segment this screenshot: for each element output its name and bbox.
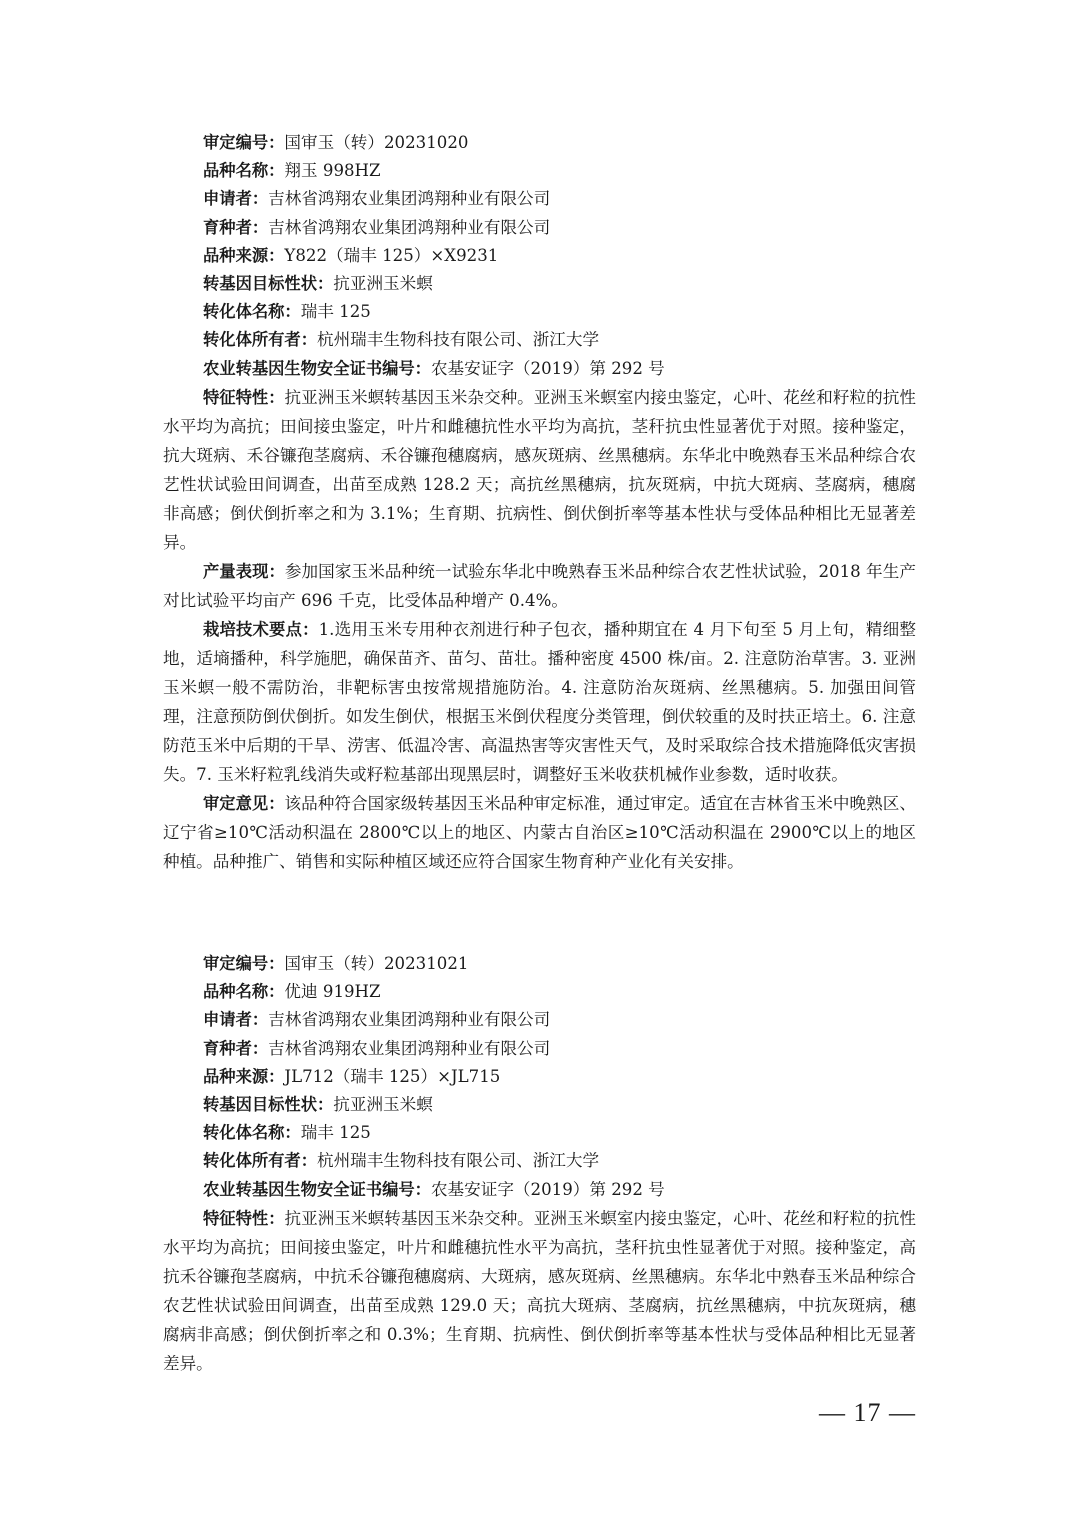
certificate-line bbox=[163, 1176, 916, 1204]
field-label: 审定意见： bbox=[203, 793, 285, 813]
origin-line bbox=[163, 242, 916, 270]
field-value: 吉林省鸿翔农业集团鸿翔种业有限公司 bbox=[268, 1010, 551, 1030]
traits-paragraph bbox=[163, 1204, 916, 1378]
breeder-line bbox=[163, 214, 916, 242]
cultivation-paragraph bbox=[163, 615, 916, 789]
field-label: 品种来源： bbox=[203, 1066, 285, 1086]
field-label: 申请者： bbox=[203, 189, 269, 209]
event-owner-line bbox=[163, 1147, 916, 1175]
variety-name-line bbox=[163, 978, 916, 1006]
variety-name-line bbox=[163, 157, 916, 185]
field-value: 国审玉（转）20231021 bbox=[284, 954, 469, 973]
field-value: JL712（瑞丰 125）×JL715 bbox=[284, 1066, 501, 1086]
field-label: 转基因目标性状： bbox=[203, 1095, 334, 1115]
field-value: 杭州瑞丰生物科技有限公司、浙江大学 bbox=[316, 1151, 600, 1171]
field-value: 农基安证字（2019）第 292 号 bbox=[430, 358, 665, 378]
event-owner-line bbox=[163, 326, 916, 354]
field-value: 抗亚洲玉米螟转基因玉米杂交种。亚洲玉米螟室内接虫鉴定，心叶、花丝和籽粒的抗性水平均为高抗；田间接虫鉴定，叶片和雌穗抗性水平为高抗，茎秆抗虫性显著优于对照。接种鉴定，高抗禾谷镰孢茎腐病，中抗禾谷镰孢穗腐病、大斑病，感灰斑病、丝黑穗病。东华北中熟春玉米品种综合农艺性状试验田间调查，出苗至成熟 129.0 天；高抗大斑病、茎腐病，抗丝黑穗病，中抗灰斑病，穗腐病非高感；倒伏倒折率之和 0.3%；生育期、抗病性、倒伏倒折率等基本性状与受体品种相比无显著差异。 bbox=[163, 1208, 916, 1373]
field-value: 国审玉（转）20231020 bbox=[284, 133, 469, 152]
field-label: 育种者： bbox=[203, 217, 269, 237]
field-label: 产量表现： bbox=[203, 561, 285, 581]
field-value: 抗亚洲玉米螟转基因玉米杂交种。亚洲玉米螟室内接虫鉴定，心叶、花丝和籽粒的抗性水平均为高抗；田间接虫鉴定，叶片和雌穗抗性水平均为高抗，茎秆抗虫性显著优于对照。接种鉴定，抗大斑病、禾谷镰孢茎腐病、禾谷镰孢穗腐病，感灰斑病、丝黑穗病。东华北中晚熟春玉米品种综合农艺性状试验田间调查，出苗至成熟 128.2 天；高抗丝黑穗病，抗灰斑病，中抗大斑病、茎腐病，穗腐非高感；倒伏倒折率之和为 3.1%；生育期、抗病性、倒伏倒折率等基本性状与受体品种相比无显著差异。 bbox=[163, 387, 916, 552]
traits-paragraph bbox=[163, 383, 916, 557]
field-label: 审定编号： bbox=[203, 954, 285, 973]
field-label: 申请者： bbox=[203, 1010, 269, 1030]
field-label: 转化体名称： bbox=[203, 1123, 301, 1143]
breeder-line bbox=[163, 1035, 916, 1063]
approval-number-line bbox=[163, 950, 916, 978]
target-trait-line bbox=[163, 1091, 916, 1119]
field-label: 栽培技术要点： bbox=[203, 619, 319, 639]
field-value: 翔玉 998HZ bbox=[284, 161, 381, 181]
field-value: 该品种符合国家级转基因玉米品种审定标准，通过审定。适宜在吉林省玉米中晚熟区、辽宁省≥10℃活动积温在 2800℃以上的地区、内蒙古自治区≥10℃活动积温在 2900℃以上的地区种植。品种推广、销售和实际种植区域还应符合国家生物育种产业化有关安排。 bbox=[163, 793, 916, 871]
field-label: 品种来源： bbox=[203, 245, 285, 265]
field-label: 农业转基因生物安全证书编号： bbox=[203, 358, 431, 378]
approval-number-line bbox=[163, 129, 916, 157]
field-label: 品种名称： bbox=[203, 982, 285, 1002]
field-value: 参加国家玉米品种统一试验东华北中晚熟春玉米品种综合农艺性状试验，2018 年生产对比试验平均亩产 696 千克，比受体品种增产 0.4%。 bbox=[163, 561, 916, 610]
field-label: 特征特性： bbox=[203, 1208, 285, 1228]
applicant-line bbox=[163, 185, 916, 213]
field-value: 瑞丰 125 bbox=[300, 1123, 371, 1143]
applicant-line bbox=[163, 1006, 916, 1034]
field-label: 农业转基因生物安全证书编号： bbox=[203, 1179, 431, 1199]
field-value: 优迪 919HZ bbox=[284, 982, 381, 1002]
field-label: 特征特性： bbox=[203, 387, 285, 407]
variety-entry-1 bbox=[163, 129, 916, 876]
field-label: 转化体名称： bbox=[203, 302, 301, 322]
event-name-line bbox=[163, 1119, 916, 1147]
field-label: 转化体所有者： bbox=[203, 1151, 317, 1171]
field-label: 品种名称： bbox=[203, 161, 285, 181]
field-label: 审定编号： bbox=[203, 133, 285, 152]
target-trait-line bbox=[163, 270, 916, 298]
field-value: 1.选用玉米专用种衣剂进行种子包衣，播种期宜在 4 月下旬至 5 月上旬，精细整地，适墒播种，科学施肥，确保苗齐、苗匀、苗壮。播种密度 4500 株/亩。2. 注意防治草害。3. 亚洲玉米螟一般不需防治，非靶标害虫按常规措施防治。4. 注意防治灰斑病、丝黑穗病。5. 加强田间管理，注意预防倒伏倒折。如发生倒伏，根据玉米倒伏程度分类管理，倒伏较重的及时扶正培土。6. 注意防范玉米中后期的干旱、涝害、低温冷害、高温热害等灾害性天气，及时采取综合技术措施降低灾害损失。7. 玉米籽粒乳线消失或籽粒基部出现黑层时，调整好玉米收获机械作业参数，适时收获。 bbox=[163, 619, 916, 784]
field-value: 吉林省鸿翔农业集团鸿翔种业有限公司 bbox=[268, 189, 551, 209]
field-value: 抗亚洲玉米螟 bbox=[333, 1095, 433, 1115]
field-value: 吉林省鸿翔农业集团鸿翔种业有限公司 bbox=[268, 1038, 551, 1058]
page-number: — 17 — bbox=[819, 1398, 916, 1427]
origin-line bbox=[163, 1063, 916, 1091]
yield-paragraph bbox=[163, 557, 916, 615]
field-label: 转化体所有者： bbox=[203, 330, 317, 350]
field-value: 农基安证字（2019）第 292 号 bbox=[430, 1179, 665, 1199]
field-value: 瑞丰 125 bbox=[300, 302, 371, 322]
field-value: 吉林省鸿翔农业集团鸿翔种业有限公司 bbox=[268, 217, 551, 237]
field-value: 杭州瑞丰生物科技有限公司、浙江大学 bbox=[316, 330, 600, 350]
field-value: Y822（瑞丰 125）×X9231 bbox=[284, 245, 499, 265]
event-name-line bbox=[163, 298, 916, 326]
certificate-line bbox=[163, 355, 916, 383]
opinion-paragraph bbox=[163, 789, 916, 876]
field-label: 转基因目标性状： bbox=[203, 274, 334, 294]
field-label: 育种者： bbox=[203, 1038, 269, 1058]
field-value: 抗亚洲玉米螟 bbox=[333, 274, 433, 294]
variety-entry-2 bbox=[163, 950, 916, 1378]
